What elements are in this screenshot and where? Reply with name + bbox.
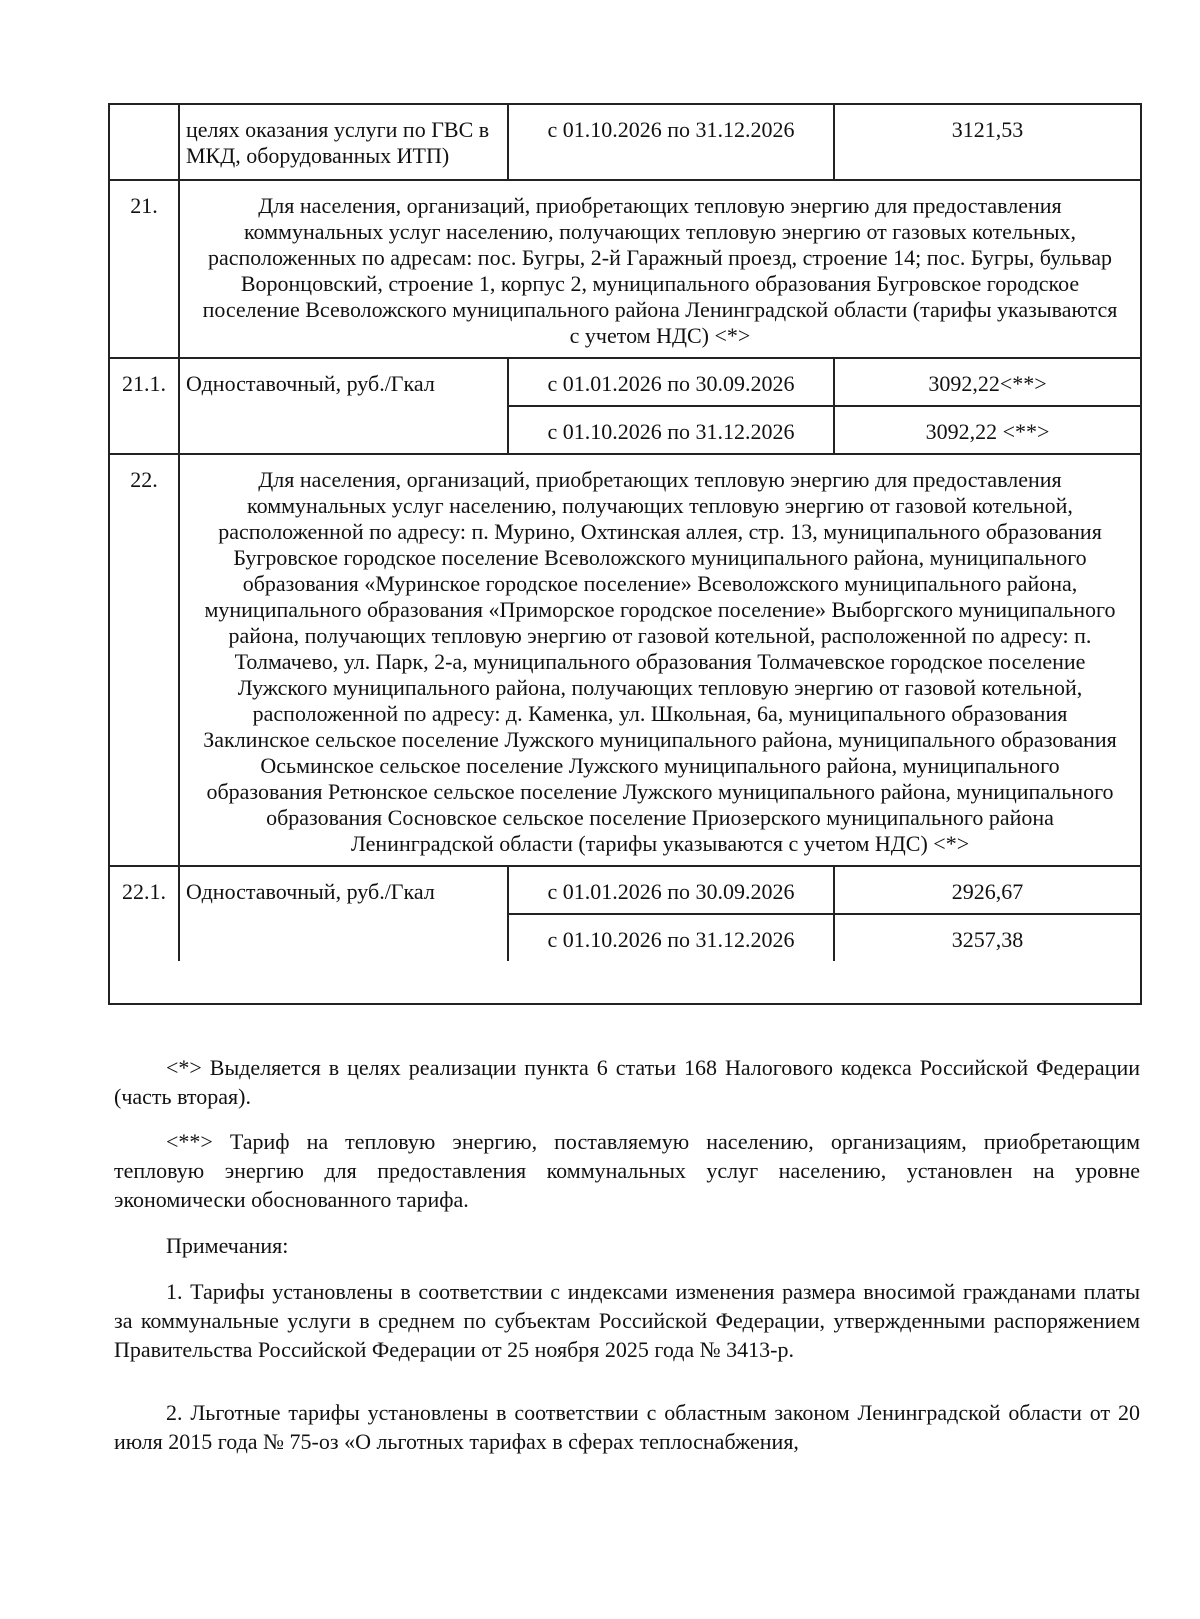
tariff-value: 3257,38 bbox=[834, 914, 1141, 961]
footnote-text: <**> Тариф на тепловую энергию, поставляемую населению, организациям, приобретающим тепловую энергию для предоставления коммунальных услуг населению, установлен на уровне экономически обоснованного тарифа. bbox=[114, 1129, 1140, 1212]
period: с 01.10.2026 по 31.12.2026 bbox=[508, 914, 834, 961]
table-row bbox=[109, 406, 1141, 454]
tariff-name: целях оказания услуги по ГВС в МКД, оборудованных ИТП) bbox=[179, 104, 508, 180]
row-number-cont bbox=[109, 406, 179, 454]
tariff-value: 3092,22 <**> bbox=[834, 406, 1141, 454]
table-tail-cell bbox=[109, 961, 1141, 1004]
tariff-name: Одноставочный, руб./Гкал bbox=[179, 358, 508, 406]
period: с 01.10.2026 по 31.12.2026 bbox=[508, 104, 834, 180]
period: с 01.01.2026 по 30.09.2026 bbox=[508, 358, 834, 406]
tariff-table bbox=[108, 103, 1142, 1005]
note-text: 1. Тарифы установлены в соответствии с индексами изменения размера вносимой гражданами платы за коммунальные услуги в среднем по субъектам Российской Федерации, утвержденными распоряжением Правительства Российской Федерации от 25 ноября 2025 года № 3413-р. bbox=[114, 1279, 1140, 1362]
table-row bbox=[109, 454, 1141, 866]
table-row bbox=[109, 358, 1141, 406]
note-2 bbox=[114, 1398, 1140, 1456]
footnote-vat bbox=[114, 1053, 1140, 1111]
row-number-cont bbox=[109, 914, 179, 961]
row-number: 22.1. bbox=[109, 866, 179, 914]
tariff-value: 3121,53 bbox=[834, 104, 1141, 180]
row-number: 21.1. bbox=[109, 358, 179, 406]
table-row bbox=[109, 180, 1141, 358]
period: с 01.01.2026 по 30.09.2026 bbox=[508, 866, 834, 914]
footnote-text: <*> Выделяется в целях реализации пункта 6 статьи 168 Налогового кодекса Российской Федерации (часть вторая). bbox=[114, 1055, 1140, 1109]
row-number: 22. bbox=[109, 454, 179, 866]
note-1 bbox=[114, 1277, 1140, 1364]
row-number: 21. bbox=[109, 180, 179, 358]
tariff-value: 3092,22<**> bbox=[834, 358, 1141, 406]
note-text: 2. Льготные тарифы установлены в соответствии с областным законом Ленинградской области от 20 июля 2015 года № 75-оз «О льготных тарифах в сферах теплоснабжения, bbox=[114, 1400, 1140, 1454]
tariff-name-cont bbox=[179, 406, 508, 454]
table-row bbox=[109, 866, 1141, 914]
notes-heading bbox=[114, 1231, 1140, 1260]
table-row bbox=[109, 104, 1141, 180]
row-description: Для населения, организаций, приобретающих тепловую энергию для предоставления коммунальных услуг населению, получающих тепловую энергию от газовой котельной, расположенной по адресу: п. Мурино, Охтинская аллея, стр. 13, муниципального образования Бугровское городское поселение Всеволожского муниципального района, муниципального образования «Муринское городское поселение» Всеволожского муниципального района, муниципального образования «Приморское городское поселение» Выборгского муниципального района, получающих тепловую энергию от газовой котельной, расположенной по адресу: п. Толмачево, ул. Парк, 2-а, муниципального образования Толмачевское городское поселение Лужского муниципального района, получающих тепловую энергию от газовой котельной, расположенной по адресу: д. Каменка, ул. Школьная, 6а, муниципального образования Заклинское сельское поселение Лужского муниципального района, муниципального образования Осьминское сельское поселение Лужского муниципального района, муниципального образования Ретюнское сельское поселение Лужского муниципального района, муниципального образования Сосновское сельское поселение Приозерского муниципального района Ленинградской области (тарифы указываются с учетом НДС) <*> bbox=[179, 454, 1141, 866]
period: с 01.10.2026 по 31.12.2026 bbox=[508, 406, 834, 454]
tariff-value: 2926,67 bbox=[834, 866, 1141, 914]
row-number bbox=[109, 104, 179, 180]
table-row bbox=[109, 914, 1141, 961]
tariff-name-cont bbox=[179, 914, 508, 961]
row-description: Для населения, организаций, приобретающих тепловую энергию для предоставления коммунальных услуг населению, получающих тепловую энергию от газовых котельных, расположенных по адресам: пос. Бугры, 2-й Гаражный проезд, строение 14; пос. Бугры, бульвар Воронцовский, строение 1, корпус 2, муниципального образования Бугровское городское поселение Всеволожского муниципального района Ленинградской области (тарифы указываются с учетом НДС) <*> bbox=[179, 180, 1141, 358]
tariff-name: Одноставочный, руб./Гкал bbox=[179, 866, 508, 914]
footnote-tariff bbox=[114, 1127, 1140, 1214]
table-tail bbox=[109, 961, 1141, 1004]
heading-text: Примечания: bbox=[166, 1233, 289, 1258]
